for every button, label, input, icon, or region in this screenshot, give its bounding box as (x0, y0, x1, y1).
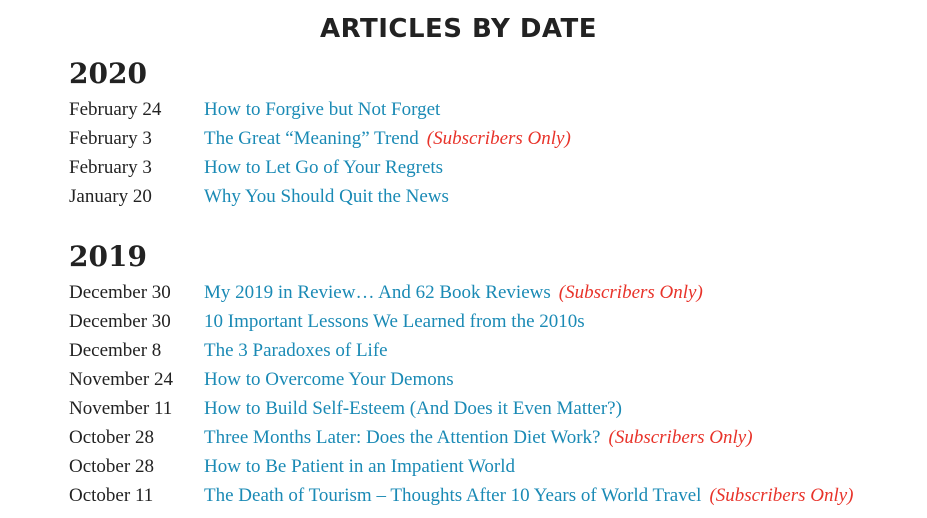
page-title: ARTICLES BY DATE (319, 14, 598, 44)
article-date: November 11 (69, 398, 173, 419)
article-date: October 28 (69, 456, 154, 477)
article-link[interactable]: The Death of Tourism – Thoughts After 10 Years of World Travel (Subscribers Only) (204, 485, 854, 506)
article-date: October 28 (69, 427, 154, 448)
article-link[interactable]: 10 Important Lessons We Learned from the 2010s (204, 311, 585, 332)
article-row (69, 153, 919, 182)
subscribers-only-tag: (Subscribers Only) (709, 485, 854, 506)
article-row (69, 95, 919, 124)
article-row (69, 481, 919, 510)
article-row (69, 336, 919, 365)
article-link[interactable]: The 3 Paradoxes of Life (204, 340, 388, 361)
year-heading: 2019 (69, 240, 147, 273)
article-link[interactable]: My 2019 in Review… And 62 Book Reviews (Subscribers Only) (204, 282, 703, 303)
article-date: December 30 (69, 282, 171, 303)
subscribers-only-tag: (Subscribers Only) (558, 282, 703, 303)
article-date: December 8 (69, 340, 162, 361)
article-date: November 24 (69, 369, 173, 390)
article-link[interactable]: How to Let Go of Your Regrets (204, 157, 444, 178)
article-row (69, 307, 919, 336)
subscribers-only-tag: (Subscribers Only) (608, 427, 753, 448)
article-row (69, 452, 919, 481)
subscribers-only-tag: (Subscribers Only) (426, 128, 571, 149)
article-link[interactable]: How to Be Patient in an Impatient World (204, 456, 516, 477)
article-date: February 3 (69, 157, 152, 178)
year-section-2020 (69, 55, 919, 211)
article-link[interactable]: How to Overcome Your Demons (204, 369, 454, 390)
article-link[interactable]: How to Forgive but Not Forget (204, 99, 441, 120)
article-link[interactable]: How to Build Self-Esteem (And Does it Even Matter?) (204, 398, 622, 419)
article-row (69, 124, 919, 153)
article-row (69, 394, 919, 423)
article-date: February 3 (69, 128, 152, 149)
article-link[interactable]: Why You Should Quit the News (204, 186, 449, 207)
year-heading: 2020 (69, 57, 147, 90)
article-date: February 24 (69, 99, 162, 120)
article-row (69, 278, 919, 307)
article-date: January 20 (69, 186, 152, 207)
article-row (69, 423, 919, 452)
article-link[interactable]: Three Months Later: Does the Attention Diet Work? (Subscribers Only) (204, 427, 753, 448)
article-row (69, 182, 919, 211)
year-section-2019 (69, 238, 919, 510)
article-row (69, 365, 919, 394)
article-date: December 30 (69, 311, 171, 332)
article-link[interactable]: The Great “Meaning” Trend (Subscribers Only) (204, 128, 571, 149)
article-date: October 11 (69, 485, 154, 506)
